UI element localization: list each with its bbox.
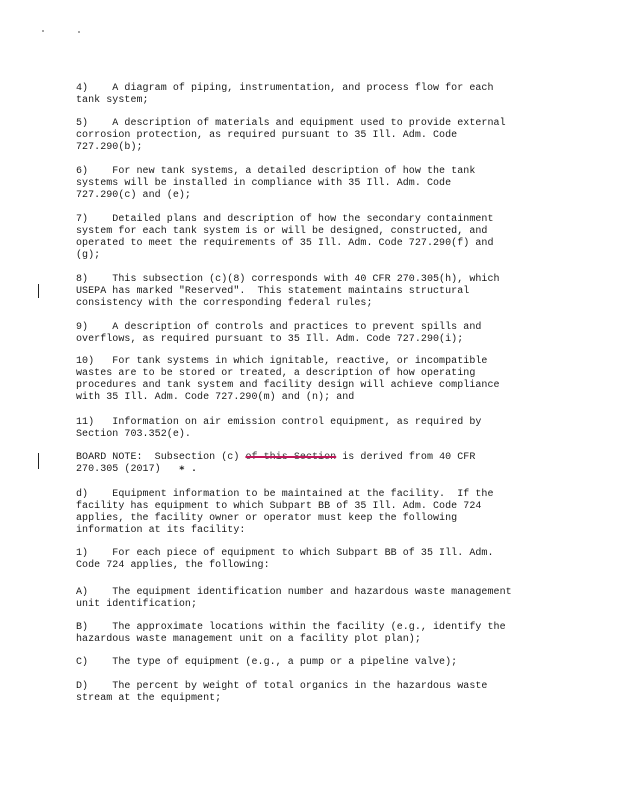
paragraph-c5: 5) A description of materials and equipment used to provide external corrosion protection, as required pursuant to 35 Ill. Adm. Code 727.290(b); (76, 118, 506, 153)
paragraph-d: d) Equipment information to be maintained at the facility. If the facility has equipment to which Subpart BB of 35 Ill. Adm. Code 724 applies, the facility owner or operator must keep the following information at its facility: (76, 489, 494, 536)
board-note-prefix: BOARD NOTE: Subsection (c) (76, 452, 246, 463)
board-note-suffix: is derived from 40 CFR 270.305 (2017) (76, 452, 476, 475)
paragraph-c4: 4) A diagram of piping, instrumentation, and process flow for each tank system; (76, 83, 494, 106)
paragraph-d1-C: C) The type of equipment (e.g., a pump or a pipeline valve); (76, 657, 458, 668)
board-note (76, 452, 538, 476)
paragraph-c7: 7) Detailed plans and description of how the secondary containment system for each tank system is or will be designed, constructed, and operated to meet the requirements of 35 Ill. Adm. Code 727.290(f) and (g); (76, 214, 494, 261)
scan-speck (78, 31, 80, 33)
paragraph-c6: 6) For new tank systems, a detailed description of how the tank systems will be installed in compliance with 35 Ill. Adm. Code 727.290(c) and (e); (76, 166, 476, 201)
scan-speck (42, 30, 44, 32)
change-bar (38, 453, 39, 469)
paragraph-c9: 9) A description of controls and practices to prevent spills and overflows, as required pursuant to 35 Ill. Adm. Code 727.290(i); (76, 322, 482, 345)
paragraph-d1-D: D) The percent by weight of total organics in the hazardous waste stream at the equipment; (76, 681, 488, 704)
board-note-handwritten-mark: ∗ . (160, 464, 198, 475)
board-note-struck-text: of this Section (245, 452, 337, 463)
paragraph-c8: 8) This subsection (c)(8) corresponds with 40 CFR 270.305(h), which USEPA has marked "Reserved". This statement maintains structural consistency with the corresponding federal rules; (76, 274, 500, 309)
change-bar (38, 284, 39, 298)
paragraph-d1-B: B) The approximate locations within the facility (e.g., identify the hazardous waste management unit on a facility plot plan); (76, 622, 506, 645)
paragraph-d1-A: A) The equipment identification number and hazardous waste management unit identification; (76, 587, 512, 610)
paragraph-c10: 10) For tank systems in which ignitable, reactive, or incompatible wastes are to be stored or treated, a description of how operating procedures and tank system and facility design will achieve compliance with 35 Ill. Adm. Code 727.290(m) and (n); and (76, 356, 500, 403)
paragraph-d1: 1) For each piece of equipment to which Subpart BB of 35 Ill. Adm. Code 724 applies, the following: (76, 548, 494, 571)
paragraph-c11: 11) Information on air emission control equipment, as required by Section 703.352(e). (76, 417, 482, 440)
